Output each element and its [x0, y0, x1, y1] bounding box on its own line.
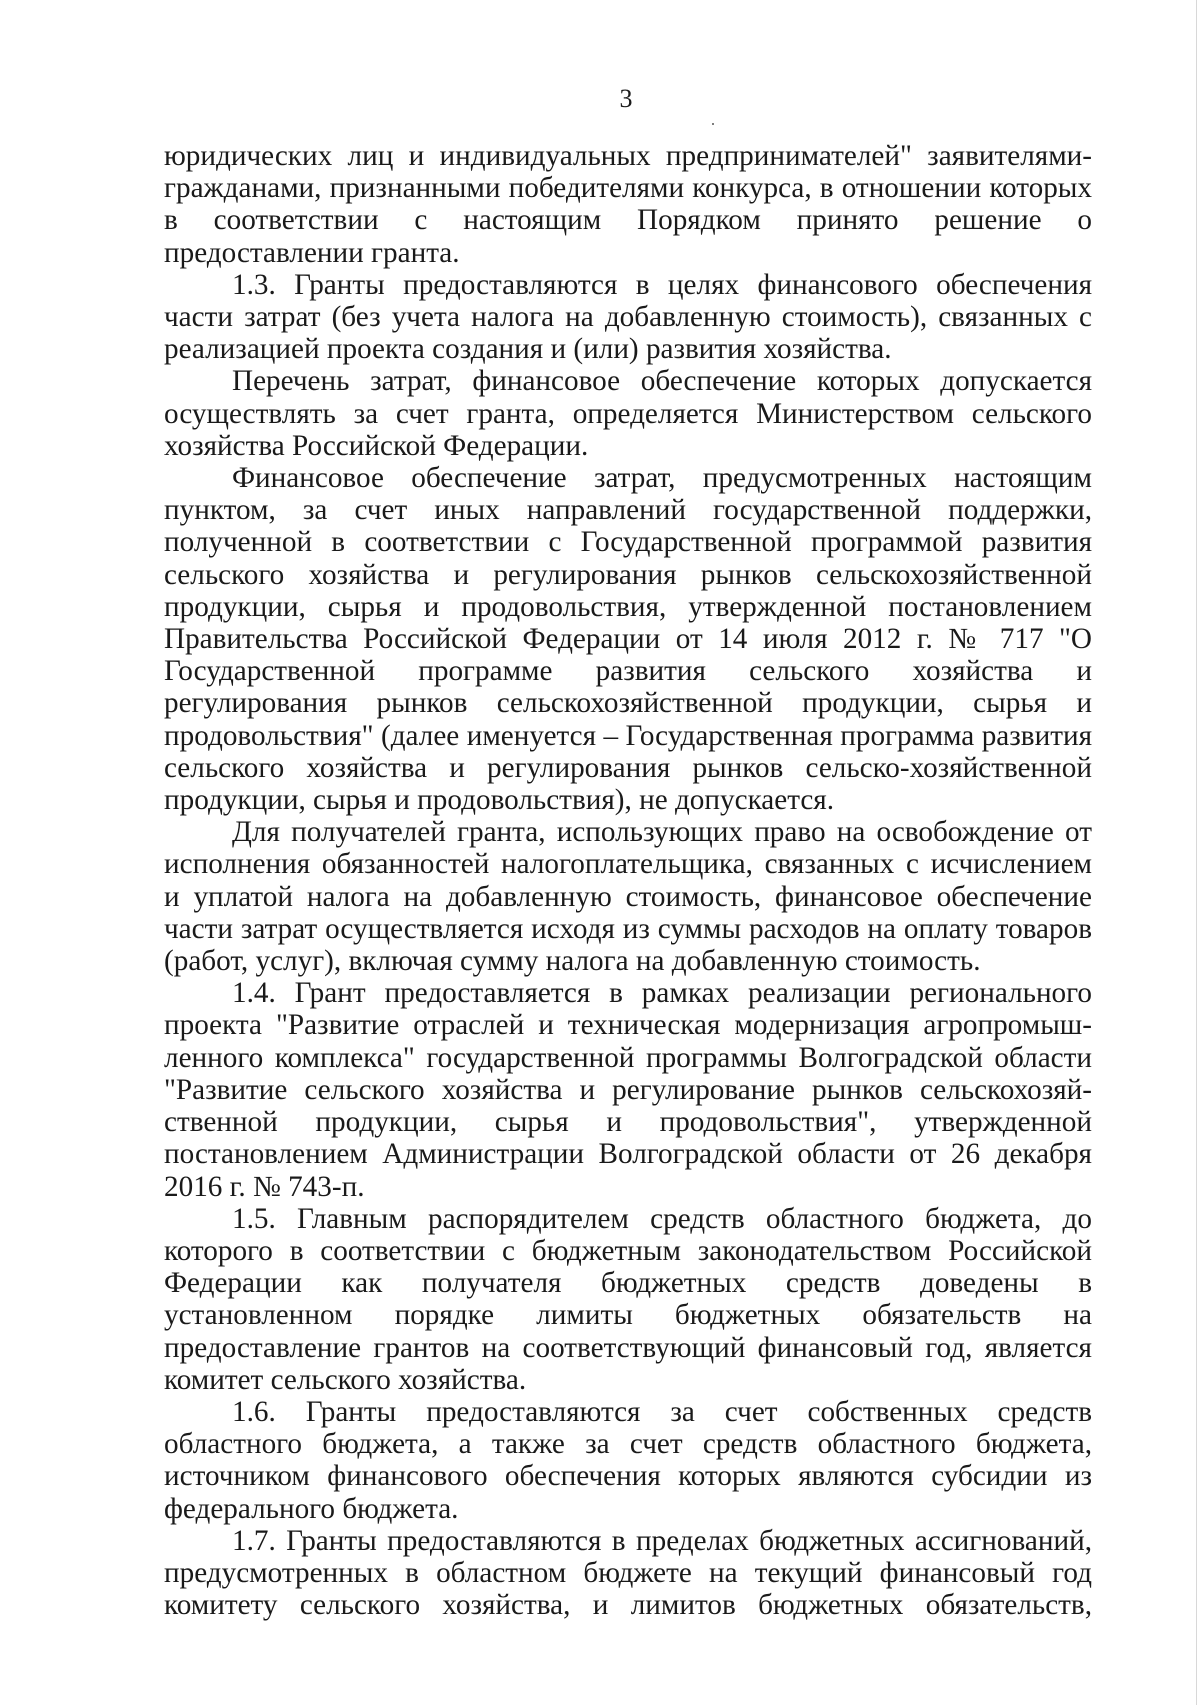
- scan-speck: [712, 123, 714, 125]
- paragraph-1-5: 1.5. Главным распорядителем средств областного бюджета, до которого в соответствии с бюджетным законодательством Российской Федерации как получателя бюджетных средств доведены в установленном порядке лимиты бюджетных обязательств на предоставление грантов на соответствующий финансовый год, является комитет сельского хозяйства.: [164, 1202, 1092, 1396]
- paragraph-1-4: 1.4. Грант предоставляется в рамках реализации регионального проекта "Развитие отраслей и техническая модернизация агропромыш-ленного комплекса" государственной программы Волгоградской области "Развитие сельского хозяйства и регулирование рынков сельскохозяй-ственной продукции, сырья и продовольствия", утвержденной постановлением Администрации Волгоградской области от 26 декабря 2016 г. № 743-п.: [164, 977, 1092, 1203]
- paragraph-financing-restriction: Финансовое обеспечение затрат, предусмотренных настоящим пунктом, за счет иных направлений государственной поддержки, полученной в соответствии с Государственной программой развития сельского хозяйства и регулирования рынков сельскохозяйственной продукции, сырья и продовольствия, утвержденной постановлением Правительства Российской Федерации от 14 июля 2012 г. № 717 "О Государственной программе развития сельского хозяйства и регулирования рынков сельскохозяйственной продукции, сырья и продовольствия" (далее именуется – Государственная программа развития сельского хозяйства и регулирования рынков сельско-хозяйственной продукции, сырья и продовольствия), не допускается.: [164, 462, 1092, 817]
- scan-edge-line: [1196, 0, 1197, 1705]
- document-body: [164, 140, 1092, 1621]
- paragraph-1-6: 1.6. Гранты предоставляются за счет собственных средств областного бюджета, а также за счет средств областного бюджета, источником финансового обеспечения которых являются субсидии из федерального бюджета.: [164, 1395, 1092, 1525]
- paragraph-vat-exemption: Для получателей гранта, использующих право на освобождение от исполнения обязанностей налогоплательщика, связанных с исчислением и уплатой налога на добавленную стоимость, финансовое обеспечение части затрат осуществляется исходя из суммы расходов на оплату товаров (работ, услуг), включая сумму налога на добавленную стоимость.: [164, 816, 1092, 978]
- paragraph-grant-recipients: юридических лиц и индивидуальных предпринимателей" заявителями-гражданами, признанными победителями конкурса, в отношении которых в соответствии с настоящим Порядком принято решение о предоставлении гранта.: [164, 140, 1092, 269]
- paragraph-1-3: 1.3. Гранты предоставляются в целях финансового обеспечения части затрат (без учета налога на добавленную стоимость), связанных с реализацией проекта создания и (или) развития хозяйства.: [164, 268, 1092, 366]
- paragraph-expense-list: Перечень затрат, финансовое обеспечение которых допускается осуществлять за счет гранта, определяется Министерством сельского хозяйства Российской Федерации.: [164, 365, 1092, 462]
- page-number: 3: [619, 84, 633, 113]
- paragraph-1-7: 1.7. Гранты предоставляются в пределах бюджетных ассигнований, предусмотренных в областном бюджете на текущий финансовый год комитету сельского хозяйства, и лимитов бюджетных обязательств,: [164, 1524, 1092, 1622]
